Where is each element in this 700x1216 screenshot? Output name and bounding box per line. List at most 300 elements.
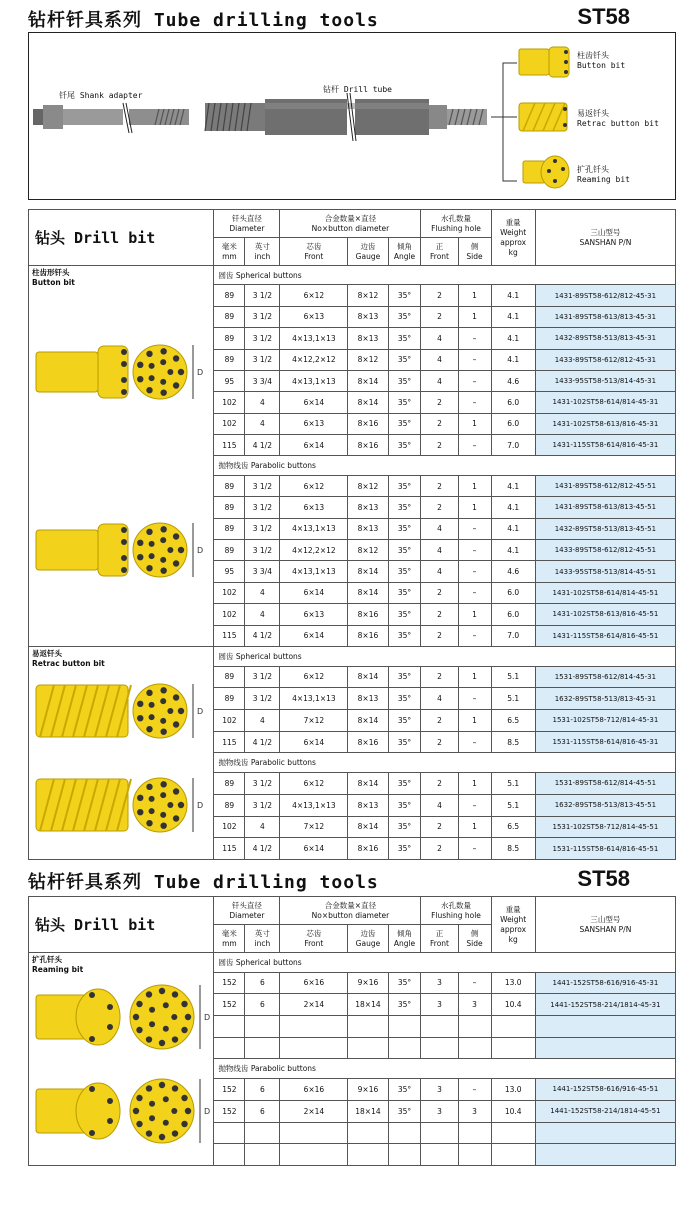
flush-side: – [458, 731, 491, 753]
section-subheader [29, 647, 676, 667]
gauge-buttons: 8×13 [348, 688, 388, 710]
page-title: 钻杆钎具系列 Tube drilling tools [28, 10, 379, 31]
angle: 35° [388, 392, 421, 413]
gauge-buttons [348, 1016, 388, 1038]
weight: 4.1 [491, 518, 535, 539]
flush-front: 2 [421, 435, 458, 456]
flush-side: 1 [458, 475, 491, 496]
flush-front: 3 [421, 1079, 458, 1101]
front-buttons: 7×12 [280, 816, 348, 838]
angle: 35° [388, 1079, 421, 1101]
diameter-mm: 102 [214, 604, 245, 625]
flush-front: 3 [421, 1100, 458, 1122]
weight: 6.0 [491, 604, 535, 625]
diameter-inch: 3 3/4 [245, 561, 280, 582]
reaming-bit-icon [523, 156, 569, 188]
diameter-mm: 152 [214, 1079, 245, 1101]
page-title-2: 钻杆钎具系列 Tube drilling tools [28, 872, 379, 893]
front-buttons: 4×13,1×13 [280, 688, 348, 710]
section-label: 圆齿 Spherical buttons [214, 953, 676, 973]
front-buttons: 6×13 [280, 413, 348, 434]
diameter-mm [214, 1144, 245, 1166]
flush-front: 2 [421, 838, 458, 860]
retrac-bit-icon [519, 103, 567, 131]
diameter-inch: 4 1/2 [245, 435, 280, 456]
flush-front: 2 [421, 413, 458, 434]
diameter-inch: 3 1/2 [245, 497, 280, 518]
part-number: 1431-102ST58-613/816-45-31 [535, 413, 675, 434]
retrac-bit-label: 易返钎头 Retrac button bit [577, 109, 659, 128]
flush-front: 2 [421, 773, 458, 795]
front-buttons: 6×16 [280, 1079, 348, 1101]
col-angle: 倾角 Angle [388, 238, 421, 266]
flush-front: 2 [421, 625, 458, 646]
front-buttons: 6×12 [280, 773, 348, 795]
flush-front [421, 1037, 458, 1059]
part-number: 1431-89ST58-612/812-45-31 [535, 285, 675, 306]
flush-side: 1 [458, 773, 491, 795]
part-number: 1433-89ST58-612/812-45-31 [535, 349, 675, 370]
gauge-buttons: 8×13 [348, 328, 388, 349]
front-buttons: 7×12 [280, 710, 348, 732]
diameter-inch: 3 1/2 [245, 475, 280, 496]
gauge-buttons: 18×14 [348, 994, 388, 1016]
diameter-inch: 4 [245, 582, 280, 603]
diameter-mm: 89 [214, 349, 245, 370]
flush-side: – [458, 539, 491, 560]
angle: 35° [388, 666, 421, 688]
col-flush-side: 侧 Side [458, 238, 491, 266]
category-name-cn: 柱齿形钎头 [32, 268, 70, 277]
diameter-mm: 89 [214, 539, 245, 560]
diameter-inch: 3 1/2 [245, 518, 280, 539]
diameter-mm: 89 [214, 688, 245, 710]
shank-adapter-icon [33, 105, 189, 129]
flush-front [421, 1122, 458, 1144]
diameter-mm: 89 [214, 518, 245, 539]
part-number [535, 1037, 675, 1059]
diameter-mm: 152 [214, 1100, 245, 1122]
button-bit-icon [32, 510, 206, 590]
angle: 35° [388, 794, 421, 816]
weight: 8.5 [491, 838, 535, 860]
angle: 35° [388, 328, 421, 349]
diameter-mm [214, 1016, 245, 1038]
weight: 5.1 [491, 794, 535, 816]
flush-side: – [458, 1079, 491, 1101]
weight: 4.1 [491, 285, 535, 306]
angle: 35° [388, 413, 421, 434]
angle: 35° [388, 1100, 421, 1122]
gauge-buttons: 8×12 [348, 475, 388, 496]
part-number: 1441-152ST58-616/916-45-51 [535, 1079, 675, 1101]
front-buttons: 6×16 [280, 972, 348, 994]
section-subheader [29, 266, 676, 285]
weight: 5.1 [491, 666, 535, 688]
gauge-buttons: 8×13 [348, 497, 388, 518]
category-name-en: Reaming bit [32, 965, 84, 974]
part-number: 1531-102ST58-712/814-45-31 [535, 710, 675, 732]
weight: 5.1 [491, 773, 535, 795]
diameter-inch: 4 [245, 413, 280, 434]
part-number [535, 1122, 675, 1144]
angle: 35° [388, 582, 421, 603]
angle: 35° [388, 349, 421, 370]
gauge-buttons: 8×16 [348, 435, 388, 456]
col-flush-side: 侧 Side [458, 925, 491, 953]
angle [388, 1037, 421, 1059]
reaming-bit-icon [32, 977, 211, 1057]
diameter-inch: 6 [245, 972, 280, 994]
front-buttons: 6×14 [280, 838, 348, 860]
part-number: 1431-115ST58-614/816-45-31 [535, 435, 675, 456]
series-code-2: ST58 [577, 866, 630, 891]
front-buttons: 2×14 [280, 1100, 348, 1122]
front-buttons: 4×12,2×12 [280, 349, 348, 370]
part-number: 1431-89ST58-613/813-45-51 [535, 497, 675, 518]
weight: 4.6 [491, 370, 535, 391]
weight: 10.4 [491, 1100, 535, 1122]
col-diameter: 钎头直径 Diameter [214, 210, 280, 238]
angle: 35° [388, 285, 421, 306]
reaming-bit-icon [32, 1071, 211, 1151]
diameter-inch: 3 3/4 [245, 370, 280, 391]
flush-front: 2 [421, 392, 458, 413]
flush-side: – [458, 435, 491, 456]
diameter-mm: 115 [214, 625, 245, 646]
weight: 4.1 [491, 306, 535, 327]
front-buttons [280, 1122, 348, 1144]
gauge-buttons: 8×16 [348, 604, 388, 625]
part-number: 1441-152ST58-616/916-45-31 [535, 972, 675, 994]
part-number: 1431-89ST58-613/813-45-31 [535, 306, 675, 327]
col-part-number: 三山型号 SANSHAN P/N [535, 210, 675, 266]
flush-front: 2 [421, 285, 458, 306]
gauge-buttons: 8×12 [348, 539, 388, 560]
weight [491, 1016, 535, 1038]
col-gauge: 边齿 Gauge [348, 925, 388, 953]
svg-text:D: D [197, 800, 204, 810]
diameter-inch: 6 [245, 1079, 280, 1101]
col-weight: 重量 Weight approx kg [491, 897, 535, 953]
front-buttons: 4×13,1×13 [280, 518, 348, 539]
gauge-buttons: 8×16 [348, 838, 388, 860]
weight: 7.0 [491, 625, 535, 646]
flush-front: 4 [421, 370, 458, 391]
flush-front: 2 [421, 816, 458, 838]
col-flush-front: 正 Front [421, 238, 458, 266]
col-flushing: 水孔数量 Flushing hole [421, 210, 491, 238]
front-buttons: 6×14 [280, 392, 348, 413]
diameter-mm: 102 [214, 413, 245, 434]
gauge-buttons: 8×16 [348, 413, 388, 434]
weight: 10.4 [491, 994, 535, 1016]
diameter-inch [245, 1016, 280, 1038]
flush-front: 2 [421, 306, 458, 327]
diameter-mm: 102 [214, 392, 245, 413]
angle: 35° [388, 604, 421, 625]
diameter-mm: 95 [214, 370, 245, 391]
diameter-inch [245, 1037, 280, 1059]
diameter-mm: 89 [214, 773, 245, 795]
gauge-buttons: 8×14 [348, 370, 388, 391]
diameter-inch: 3 1/2 [245, 773, 280, 795]
col-mm: 毫米 mm [214, 925, 245, 953]
gauge-buttons: 8×14 [348, 582, 388, 603]
flush-front: 3 [421, 994, 458, 1016]
angle: 35° [388, 994, 421, 1016]
diameter-mm: 115 [214, 731, 245, 753]
drill-string-diagram [28, 32, 676, 200]
part-number: 1531-89ST58-612/814-45-31 [535, 666, 675, 688]
weight: 4.6 [491, 561, 535, 582]
gauge-buttons: 8×14 [348, 816, 388, 838]
part-number: 1433-95ST58-513/814-45-51 [535, 561, 675, 582]
flush-side [458, 1037, 491, 1059]
flush-side [458, 1144, 491, 1166]
flush-side: – [458, 370, 491, 391]
col-flushing: 水孔数量 Flushing hole [421, 897, 491, 925]
flush-front: 2 [421, 731, 458, 753]
drill-tube-label: 钻杆 Drill tube [323, 85, 392, 94]
flush-side: 1 [458, 413, 491, 434]
weight: 13.0 [491, 1079, 535, 1101]
svg-text:D: D [197, 545, 204, 555]
flush-side: – [458, 838, 491, 860]
weight: 4.1 [491, 349, 535, 370]
angle: 35° [388, 561, 421, 582]
flush-side: 3 [458, 994, 491, 1016]
diameter-inch [245, 1144, 280, 1166]
angle: 35° [388, 306, 421, 327]
svg-text:D: D [204, 1106, 211, 1116]
bit-category-cell [29, 953, 214, 1166]
weight [491, 1144, 535, 1166]
angle: 35° [388, 816, 421, 838]
weight: 7.0 [491, 435, 535, 456]
part-number: 1431-102ST58-614/814-45-31 [535, 392, 675, 413]
flush-front: 2 [421, 475, 458, 496]
front-buttons: 6×12 [280, 666, 348, 688]
front-buttons [280, 1144, 348, 1166]
angle: 35° [388, 539, 421, 560]
diameter-mm: 89 [214, 328, 245, 349]
weight: 8.5 [491, 731, 535, 753]
front-buttons [280, 1016, 348, 1038]
part-number: 1531-102ST58-712/814-45-51 [535, 816, 675, 838]
angle: 35° [388, 435, 421, 456]
flush-side: 1 [458, 710, 491, 732]
diameter-mm: 89 [214, 306, 245, 327]
angle: 35° [388, 773, 421, 795]
bit-category-cell [29, 647, 214, 860]
category-name-cn: 易返钎头 [32, 649, 62, 658]
part-number: 1632-89ST58-513/813-45-51 [535, 794, 675, 816]
gauge-buttons: 8×14 [348, 710, 388, 732]
category-name-cn: 扩孔钎头 [32, 955, 62, 964]
part-number: 1531-115ST58-614/816-45-31 [535, 731, 675, 753]
col-alloy: 合金数量×直径 No×button diameter [280, 210, 421, 238]
gauge-buttons: 8×12 [348, 349, 388, 370]
diameter-mm: 102 [214, 816, 245, 838]
diameter-inch: 4 [245, 710, 280, 732]
flush-front: 4 [421, 794, 458, 816]
category-name-en: Button bit [32, 278, 75, 287]
angle: 35° [388, 518, 421, 539]
diameter-inch: 3 1/2 [245, 285, 280, 306]
retrac-bit-icon [32, 671, 206, 751]
front-buttons: 6×13 [280, 604, 348, 625]
diameter-inch: 3 1/2 [245, 688, 280, 710]
col-front: 芯齿 Front [280, 925, 348, 953]
flush-side: – [458, 794, 491, 816]
angle: 35° [388, 972, 421, 994]
angle [388, 1016, 421, 1038]
reaming-bit-label: 扩孔钎头 Reaming bit [577, 165, 630, 184]
gauge-buttons: 8×16 [348, 625, 388, 646]
diameter-mm [214, 1037, 245, 1059]
gauge-buttons: 8×13 [348, 306, 388, 327]
flush-front: 4 [421, 328, 458, 349]
svg-text:D: D [204, 1012, 211, 1022]
part-number: 1431-102ST58-614/814-45-51 [535, 582, 675, 603]
front-buttons: 6×12 [280, 285, 348, 306]
diameter-inch: 4 1/2 [245, 838, 280, 860]
flush-front: 4 [421, 688, 458, 710]
diameter-inch: 3 1/2 [245, 349, 280, 370]
col-inch: 英寸 inch [245, 238, 280, 266]
col-gauge: 边齿 Gauge [348, 238, 388, 266]
col-flush-front: 正 Front [421, 925, 458, 953]
section-subheader [29, 953, 676, 973]
gauge-buttons: 18×14 [348, 1100, 388, 1122]
gauge-buttons: 8×14 [348, 561, 388, 582]
weight: 13.0 [491, 972, 535, 994]
angle: 35° [388, 497, 421, 518]
flush-side: 1 [458, 285, 491, 306]
flush-side: 1 [458, 306, 491, 327]
gauge-buttons: 9×16 [348, 1079, 388, 1101]
flush-side: 1 [458, 816, 491, 838]
front-buttons: 4×12,2×12 [280, 539, 348, 560]
part-number: 1531-89ST58-612/814-45-51 [535, 773, 675, 795]
button-bit-icon [32, 332, 206, 412]
diameter-mm: 102 [214, 710, 245, 732]
flush-front: 3 [421, 972, 458, 994]
col-mm: 毫米 mm [214, 238, 245, 266]
weight: 4.1 [491, 475, 535, 496]
section-label: 抛物线齿 Parabolic buttons [214, 456, 676, 475]
diameter-mm: 89 [214, 475, 245, 496]
gauge-buttons: 8×14 [348, 773, 388, 795]
angle: 35° [388, 710, 421, 732]
flush-front: 2 [421, 582, 458, 603]
front-buttons: 6×14 [280, 625, 348, 646]
front-buttons: 6×12 [280, 475, 348, 496]
diameter-inch: 3 1/2 [245, 306, 280, 327]
diameter-inch [245, 1122, 280, 1144]
weight: 4.1 [491, 328, 535, 349]
section-label: 抛物线齿 Parabolic buttons [214, 1059, 676, 1079]
diameter-mm: 115 [214, 838, 245, 860]
col-part-number: 三山型号 SANSHAN P/N [535, 897, 675, 953]
weight: 6.0 [491, 392, 535, 413]
front-buttons [280, 1037, 348, 1059]
gauge-buttons [348, 1144, 388, 1166]
front-buttons: 6×13 [280, 497, 348, 518]
gauge-buttons [348, 1122, 388, 1144]
diameter-mm: 89 [214, 285, 245, 306]
weight: 5.1 [491, 688, 535, 710]
angle: 35° [388, 731, 421, 753]
flush-side [458, 1122, 491, 1144]
flush-side: – [458, 392, 491, 413]
diameter-mm [214, 1122, 245, 1144]
part-number: 1431-115ST58-614/816-45-51 [535, 625, 675, 646]
diameter-inch: 3 1/2 [245, 794, 280, 816]
bit-category-cell [29, 266, 214, 647]
col-weight: 重量 Weight approx kg [491, 210, 535, 266]
diameter-inch: 4 [245, 392, 280, 413]
flush-side: – [458, 349, 491, 370]
flush-side: 1 [458, 604, 491, 625]
gauge-buttons: 8×14 [348, 666, 388, 688]
flush-front: 4 [421, 349, 458, 370]
front-buttons: 6×14 [280, 435, 348, 456]
front-buttons: 6×14 [280, 731, 348, 753]
diameter-mm: 89 [214, 794, 245, 816]
part-number: 1432-89ST58-513/813-45-31 [535, 328, 675, 349]
series-code: ST58 [577, 4, 630, 29]
weight: 4.1 [491, 497, 535, 518]
gauge-buttons: 8×14 [348, 392, 388, 413]
weight: 6.5 [491, 710, 535, 732]
flush-side: – [458, 688, 491, 710]
angle [388, 1144, 421, 1166]
gauge-buttons: 8×13 [348, 518, 388, 539]
diameter-inch: 4 [245, 816, 280, 838]
diameter-mm: 115 [214, 435, 245, 456]
retrac-bit-icon [32, 765, 206, 845]
gauge-buttons: 8×13 [348, 794, 388, 816]
weight: 4.1 [491, 539, 535, 560]
flush-side: – [458, 625, 491, 646]
flush-front: 2 [421, 497, 458, 518]
drill-tube-icon [205, 99, 487, 135]
flush-side: 3 [458, 1100, 491, 1122]
diameter-inch: 4 1/2 [245, 731, 280, 753]
flush-front: 4 [421, 539, 458, 560]
drill-bit-spec-table [28, 209, 676, 860]
flush-side: – [458, 582, 491, 603]
gauge-buttons: 9×16 [348, 972, 388, 994]
diameter-inch: 4 [245, 604, 280, 625]
diameter-mm: 152 [214, 994, 245, 1016]
front-buttons: 2×14 [280, 994, 348, 1016]
flush-front: 4 [421, 561, 458, 582]
svg-text:D: D [197, 367, 204, 377]
part-number: 1431-102ST58-613/816-45-51 [535, 604, 675, 625]
angle: 35° [388, 370, 421, 391]
flush-front: 2 [421, 710, 458, 732]
shank-adapter-label: 钎尾 Shank adapter [59, 91, 143, 100]
col-inch: 英寸 inch [245, 925, 280, 953]
diameter-mm: 89 [214, 497, 245, 518]
section-label: 圆齿 Spherical buttons [214, 266, 676, 285]
flush-front [421, 1144, 458, 1166]
front-buttons: 4×13,1×13 [280, 328, 348, 349]
bit-bracket [491, 63, 517, 181]
